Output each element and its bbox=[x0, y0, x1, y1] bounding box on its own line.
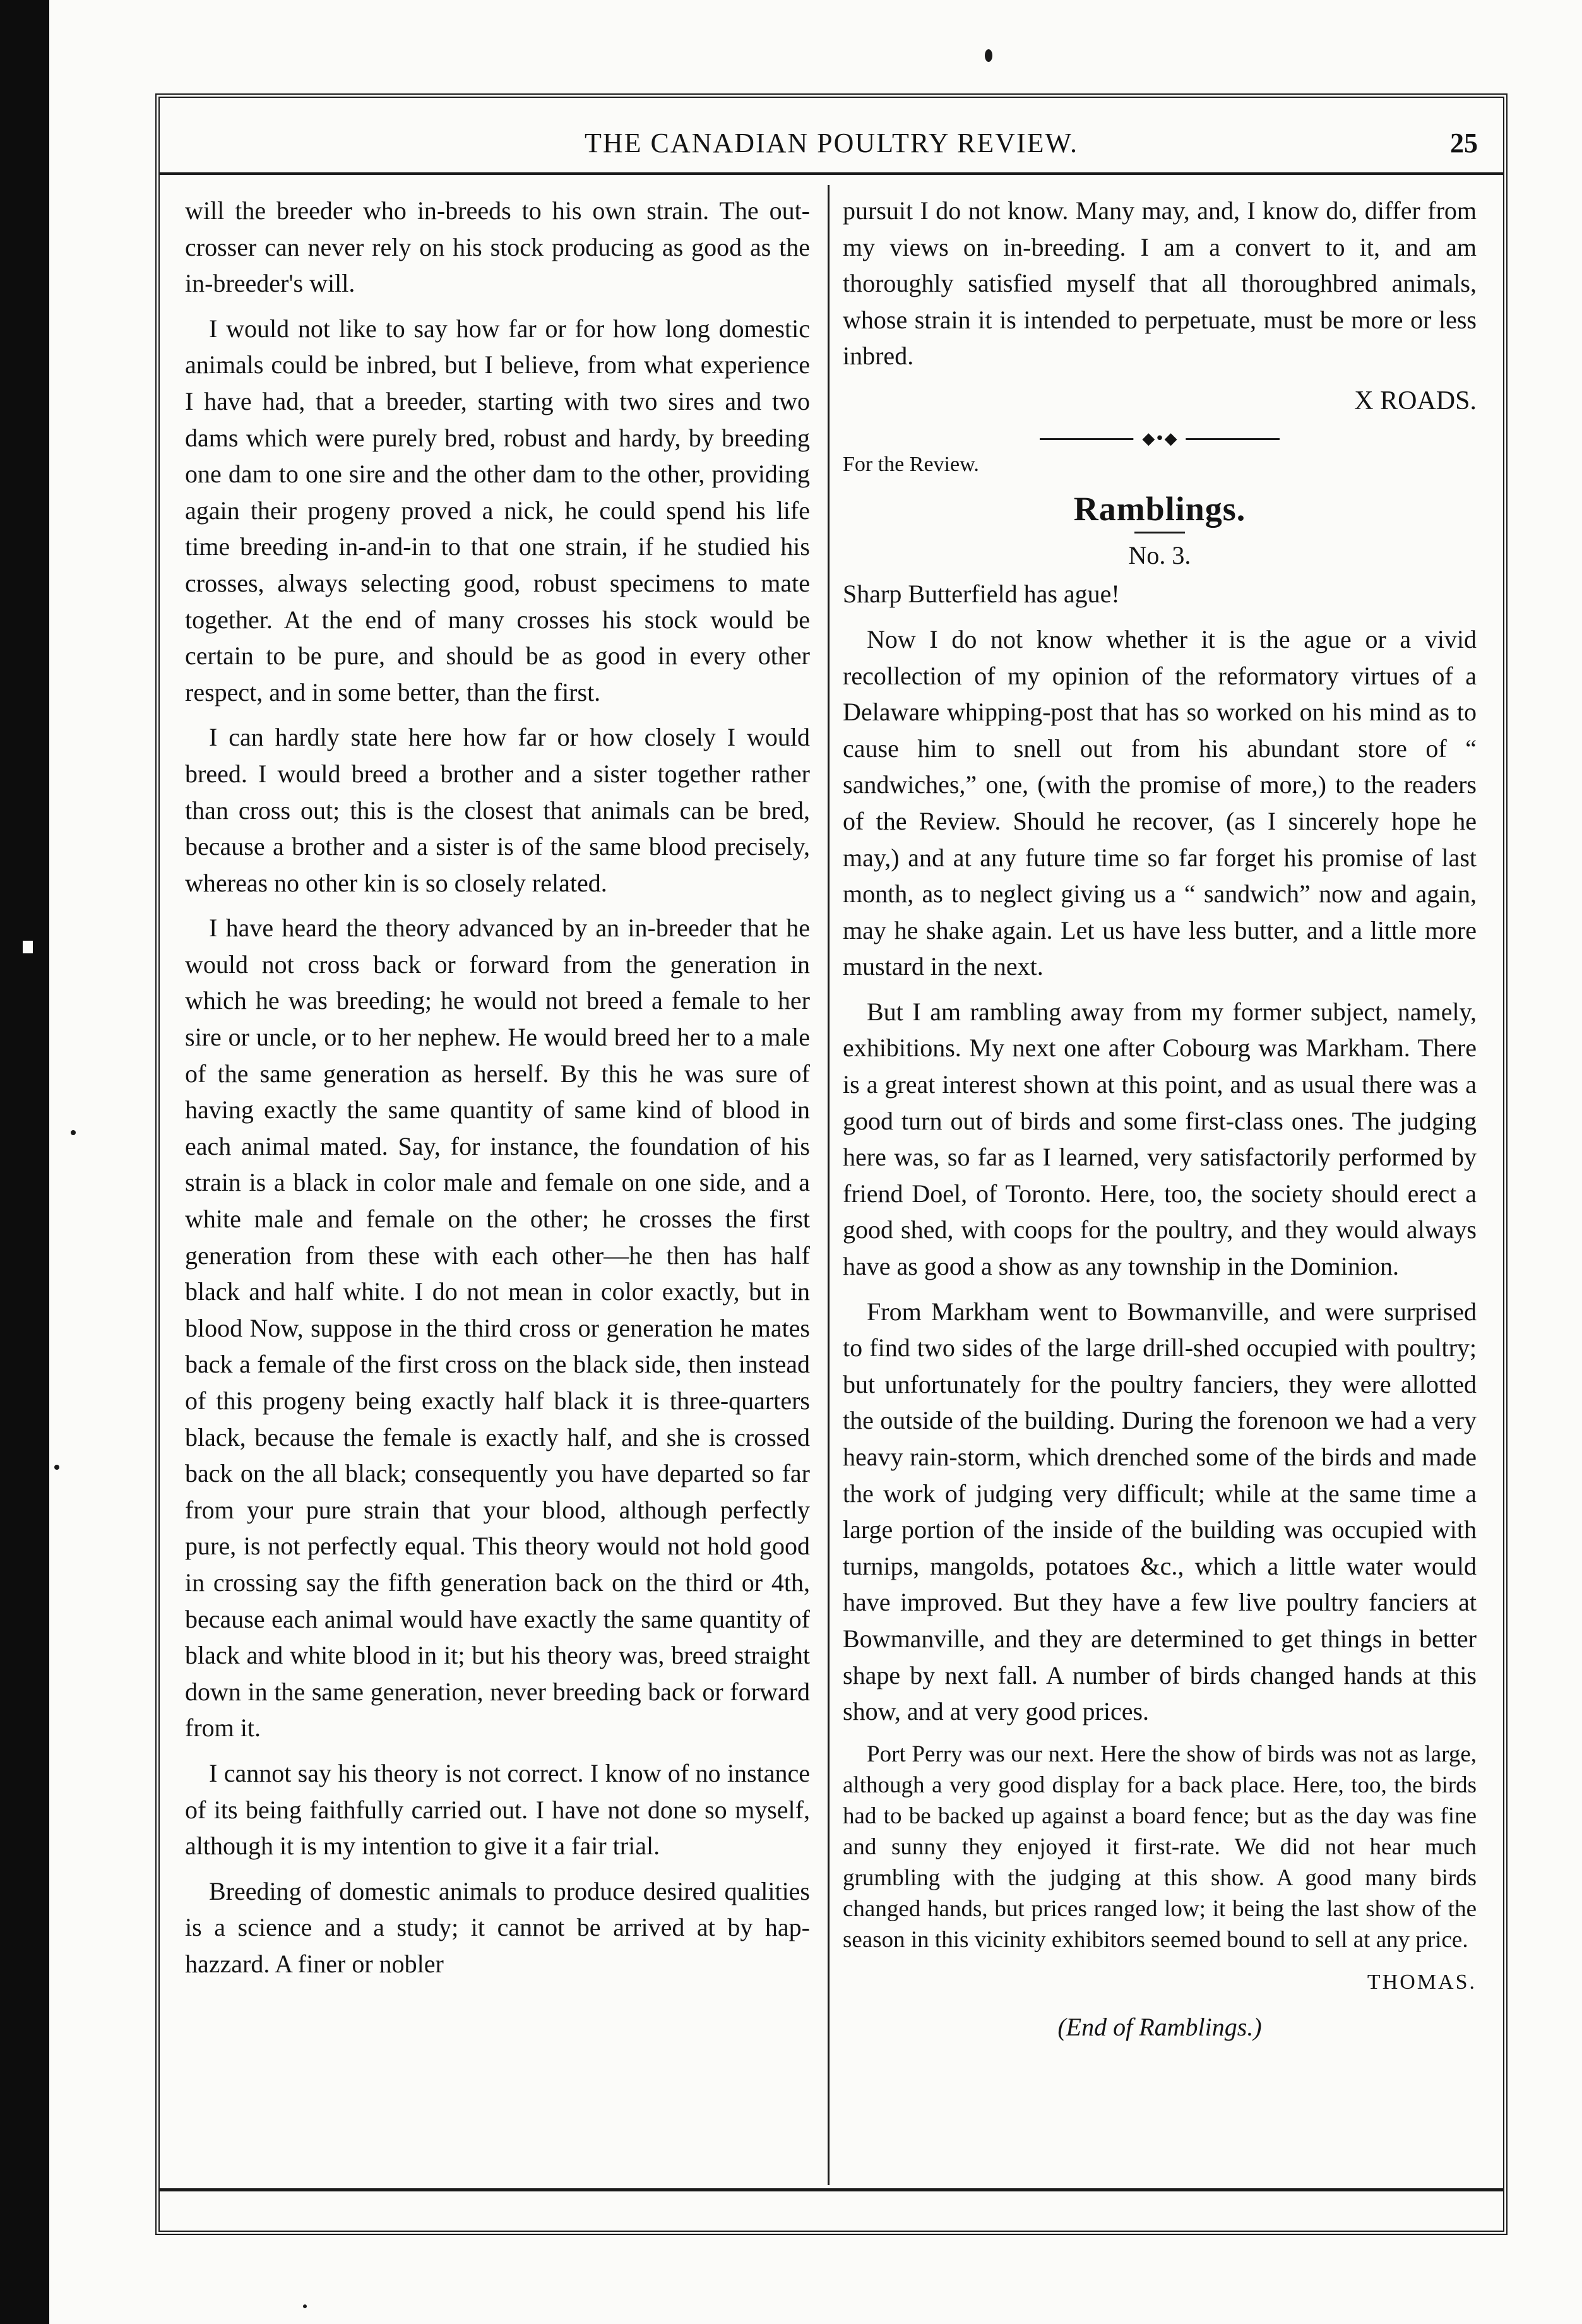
closing-note: (End of Ramblings.) bbox=[1057, 2013, 1262, 2042]
print-speck bbox=[303, 2304, 307, 2308]
paragraph: Port Perry was our next. Here the show of birds was not as large, although a very good display for a back place. Here, too, the birds had to be backed up against a board fence; but as the day was fine and sunny they enjoyed it first-rate. We did not hear much grumbling with the judging at this show. A good many birds changed hands, but prices ranged low; it being the last show of the season in this vicinity exhibitors seemed bound to sell at any price. bbox=[843, 1741, 1477, 1953]
paragraph: will the breeder who in-breeds to his own strain. The out-crosser can never rely on his stock producing as good as the in-breeder's will. bbox=[185, 196, 810, 298]
running-title: THE CANADIAN POULTRY REVIEW. bbox=[585, 128, 1078, 158]
binding-edge bbox=[0, 0, 49, 2324]
paragraph: I can hardly state here how far or how closely I would breed. I would breed a brother and a sister together rather than cross out; this is the closest that animals can be bred, because a brother and a sister is of the same blood precisely, whereas no other kin is so closely related. bbox=[185, 723, 810, 897]
paragraph: I would not like to say how far or for how long domestic animals could be inbred, but I believe, from what experience I have had, that a breeder, starting with two sires and two dams which were purely bred, robust and hardy, by breeding one dam to one sire and the other dam to the other, providing again their progeny proved a nick, he could spend his life time breeding in-and-in to that one strain, if he studied his crosses, always selecting good, robust specimens to mate together. At the end of many crosses his stock would be certain to be pure, and should be as good in every other respect, and in some better, than the first. bbox=[185, 314, 810, 706]
signature-text: X ROADS. bbox=[1354, 386, 1477, 415]
print-speck bbox=[54, 1465, 59, 1470]
paragraph: Now I do not know whether it is the ague or a vivid recollection of my opinion of the reformatory virtues of a Delaware whipping-post that has so worked on his mind as to cause him to snell out from his abundant store of “ sandwiches,” one, (with the promise of more,) to the readers of the Review. Should he recover, (as I sincerely hope he may,) and at any future time so far forget his promise of last month, as to neglect giving us a “ sandwich” now and again, may he shake again. Let us have less butter, and a little more mustard in the next. bbox=[843, 624, 1477, 981]
left-column bbox=[185, 193, 810, 1991]
author-signature bbox=[843, 383, 1477, 420]
paragraph: I cannot say his theory is not correct. I know of no instance of its being faithfully carried out. I have not done so myself, although it is my intention to give it a fair trial. bbox=[185, 1758, 810, 1861]
closing-signature: THOMAS. bbox=[1367, 1970, 1477, 1994]
section-ornament: ◆•◆ bbox=[1040, 431, 1280, 446]
paragraph: I have heard the theory advanced by an in-breeder that he would not cross back or forward from the generation in which he was breeding; he would not breed a female to her sire or uncle, or to her nephew. He would breed her to a male of the same generation as herself. By this he was sure of having exactly the same quantity of same kind of blood in each animal mated. Say, for instance, the foundation of his strain is a black in color male and female on one side, and a white male and female on the other; he crosses the first generation from these with each other—he then has half black and half white. I do not mean in color exactly, but in blood Now, suppose in the third cross or generation he mates back a female of the first cross on the black side, then instead of this progeny being exactly half black it is three-quarters black, because the female is exactly half, and she is crossed back on the all black; consequently you have departed so far from your pure strain that your blood, although perfectly pure, is not perfectly equal. This theory would not hold good in crossing say the fifth generation back on the third or 4th, because each animal would have exactly the same quantity of black and white blood in it; but his theory was, breed straight down in the same generation, never breeding back or forward from it. bbox=[185, 914, 810, 1743]
bottom-rule bbox=[160, 2188, 1503, 2191]
paragraph: pursuit I do not know. Many may, and, I know do, differ from my views on in-breeding. I am a convert to it, and am thoroughly satisfied myself that all thoroughbred animals, whose strain it is intended to perpetuate, must be more or less inbred. bbox=[843, 196, 1477, 371]
dateline: For the Review. bbox=[843, 452, 979, 476]
article-number: No. 3. bbox=[1128, 540, 1191, 569]
column-divider bbox=[828, 185, 830, 2185]
title-rule bbox=[1134, 532, 1185, 533]
right-column bbox=[843, 193, 1477, 2054]
page-number: 25 bbox=[1450, 128, 1478, 158]
header-rule bbox=[160, 172, 1503, 175]
paragraph: Breeding of domestic animals to produce desired qualities is a science and a study; it cannot be arrived at by hap-hazzard. A finer or nobler bbox=[185, 1876, 810, 1978]
page-frame bbox=[155, 93, 1508, 2235]
article-title: Ramblings. bbox=[1073, 490, 1246, 528]
paragraph: Sharp Butterfield has ague! bbox=[843, 580, 1120, 609]
paragraph: From Markham went to Bowmanville, and were surprised to find two sides of the large drill-shed occupied with poultry; but unfortunately for the poultry fanciers, they were allotted the outside of the building. During the forenoon we had a very heavy rain-storm, which drenched some of the birds and made the work of judging very difficult; while at the same time a large portion of the inside of the building was occupied with turnips, mangolds, potatoes &c., which a little water would have improved. But they have a few live poultry fanciers at Bowmanville, and they are determined to get things in better shape by next fall. A number of birds changed hands at this show, and at very good prices. bbox=[843, 1297, 1477, 1726]
paragraph: But I am rambling away from my former subject, namely, exhibitions. My next one after Cobourg was Markham. There is a great interest shown at this point, and as usual there was a good turn out of birds and some first-class ones. The judging here was, so far as I learned, very satisfactorily performed by friend Doel, of Toronto. Here, too, the society should erect a good shed, with coops for the poultry, and they would always have as good a show as any township in the Dominion. bbox=[843, 997, 1477, 1281]
print-speck bbox=[71, 1130, 76, 1135]
print-speck bbox=[985, 49, 992, 62]
